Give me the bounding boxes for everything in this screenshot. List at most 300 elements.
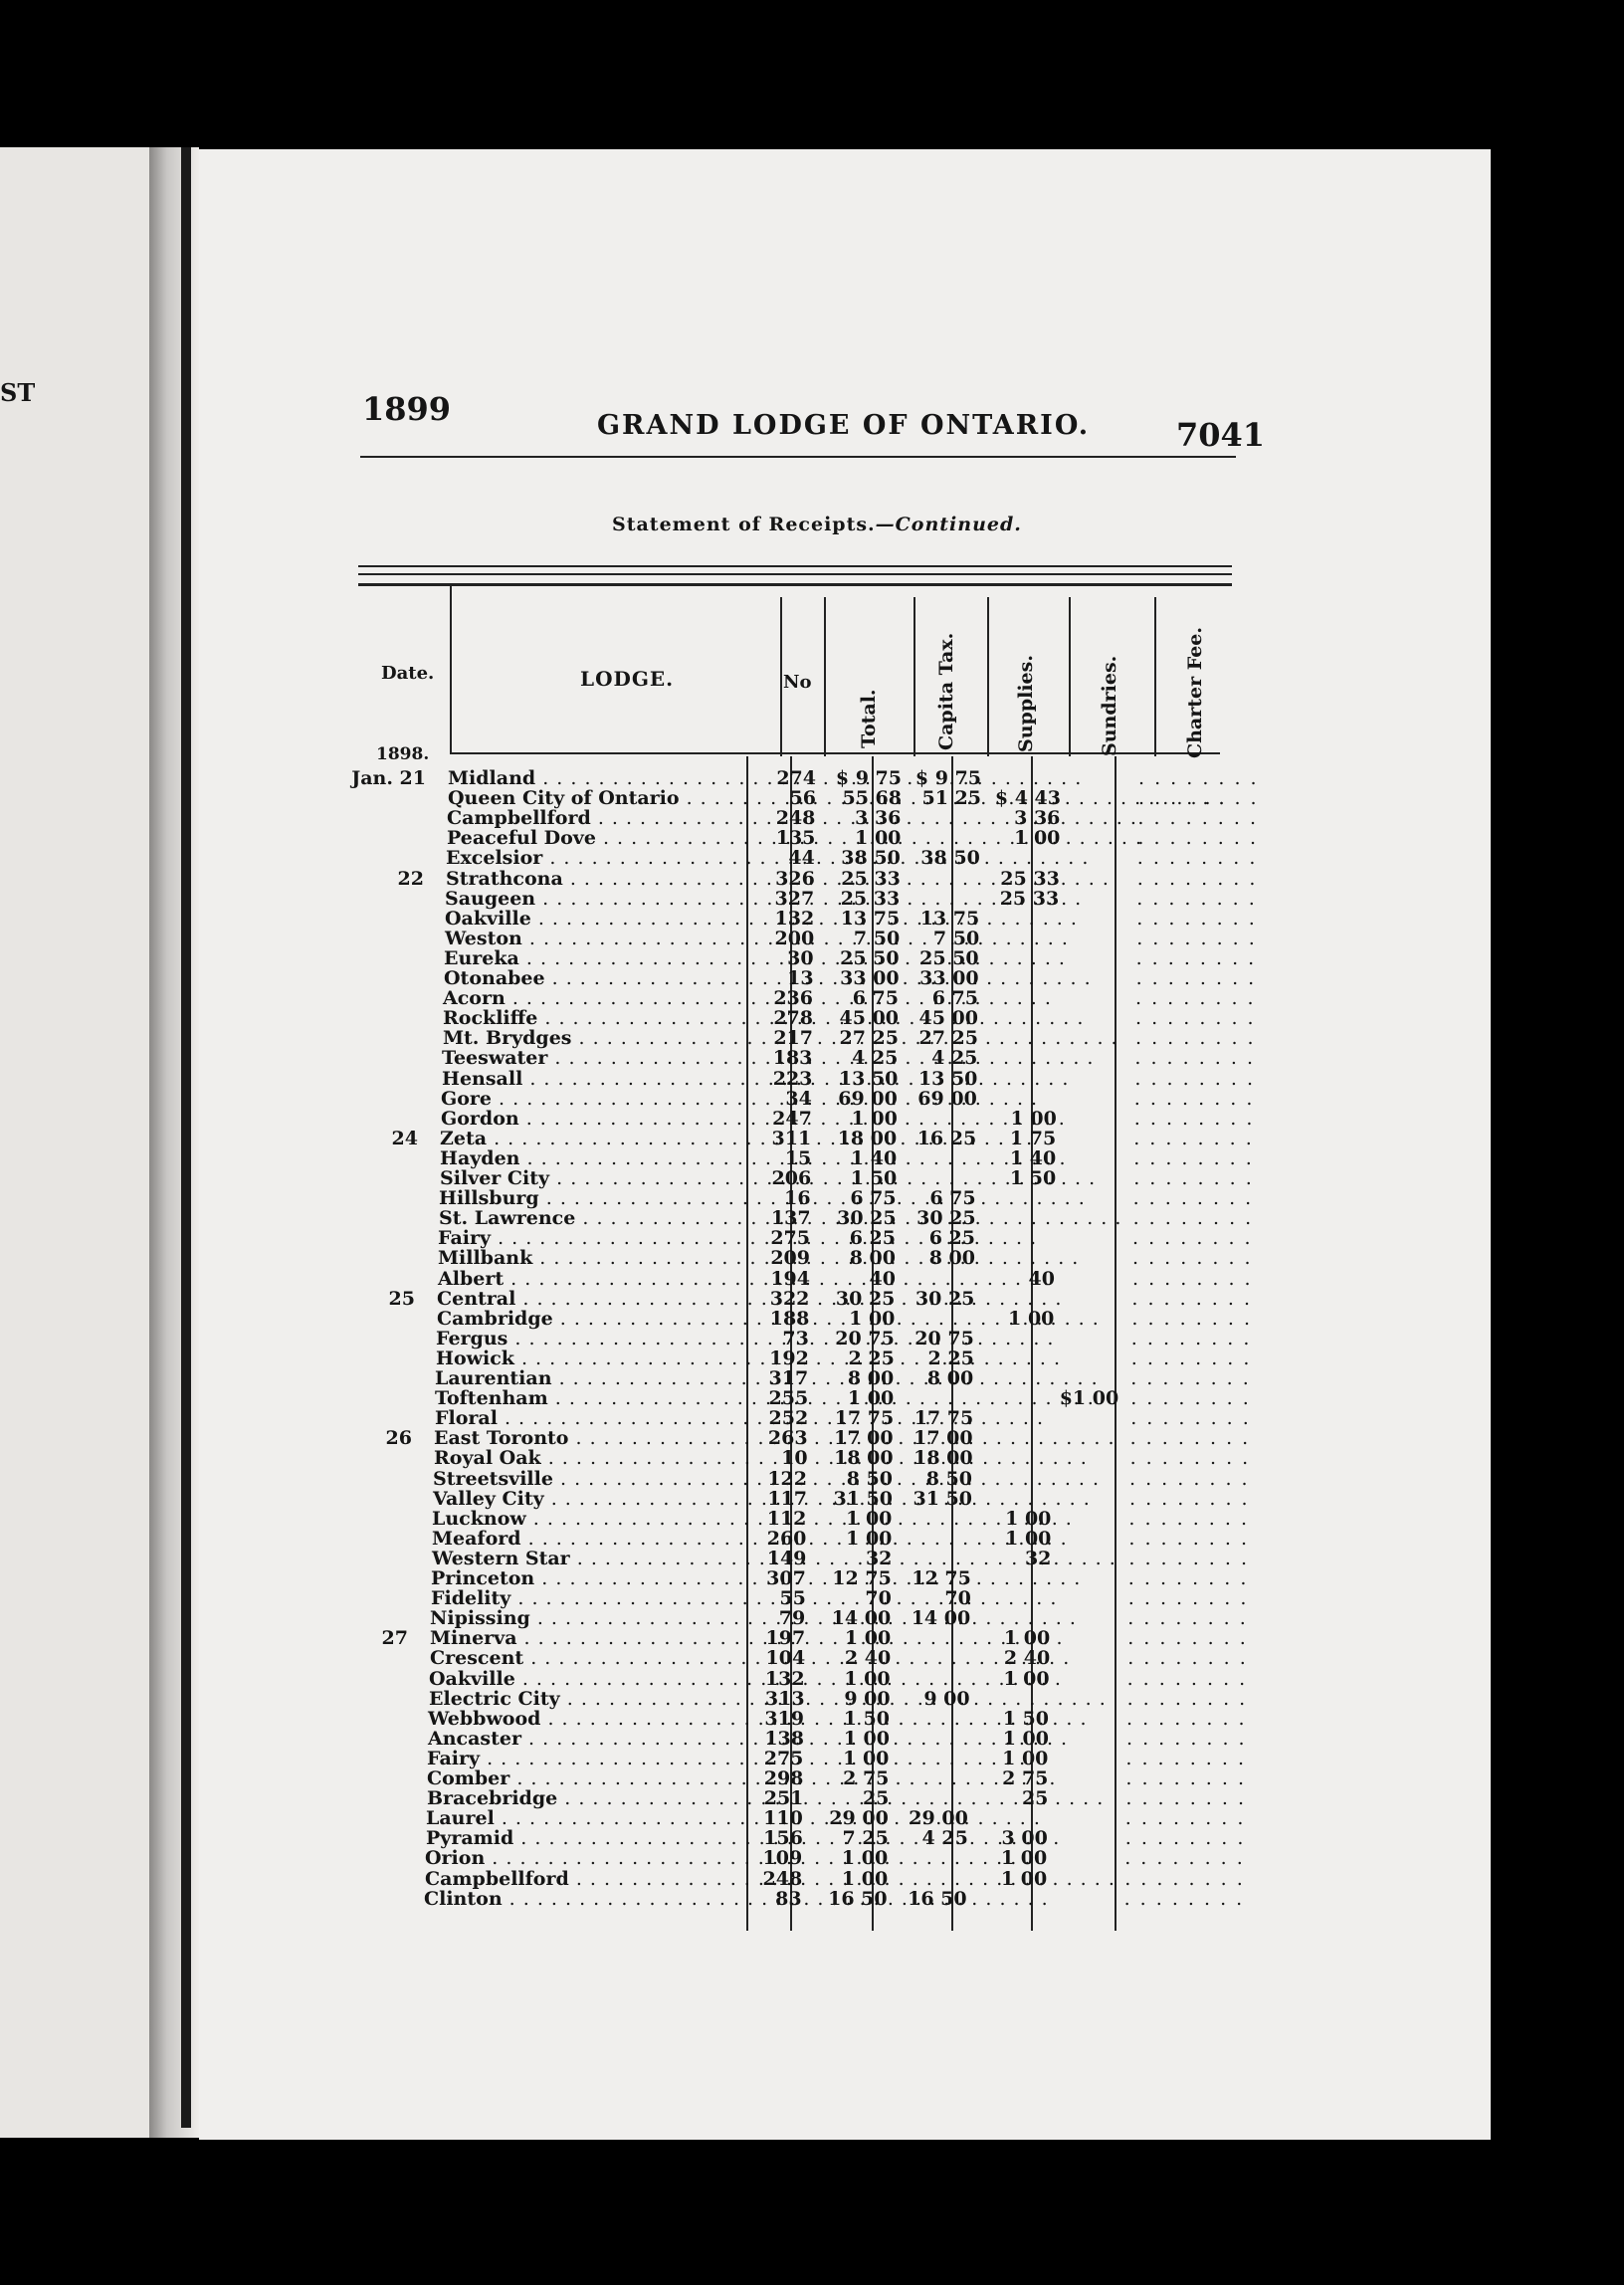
- table-row: [0, 1368, 1624, 1388]
- row-no: 56: [789, 787, 816, 810]
- row-capita: 20 75: [914, 1327, 974, 1350]
- col-divider-total-upper: [914, 597, 915, 756]
- table-row: [0, 1828, 1624, 1848]
- row-total: 1 00: [844, 1627, 892, 1650]
- table-row: [0, 1329, 1624, 1349]
- row-capita: 33 00: [919, 967, 979, 989]
- table-row: [0, 1309, 1624, 1329]
- row-supplies: 1 50: [1009, 1167, 1057, 1189]
- row-total: 7 25: [842, 1827, 889, 1850]
- row-supplies: 1 00: [1014, 827, 1061, 850]
- col-divider-sundries-upper: [1154, 597, 1156, 756]
- column-header-no: No: [783, 672, 812, 693]
- row-capita: 6 25: [928, 1227, 975, 1250]
- table-row: [0, 1689, 1624, 1709]
- row-total: 8 50: [846, 1467, 893, 1490]
- row-lodge: Weston . . .: [445, 929, 763, 948]
- charter-fee-leader-dots: . . . . . . . .: [1123, 1887, 1245, 1910]
- row-total: $ 9 75: [835, 767, 902, 789]
- charter-fee-leader-dots: . . . . . . . .: [1127, 1607, 1248, 1630]
- row-no: 247: [772, 1107, 812, 1130]
- row-no: 132: [764, 1667, 805, 1690]
- row-supplies: 40: [1028, 1267, 1055, 1290]
- row-supplies: 25 33: [1000, 867, 1060, 890]
- row-total: 1 00: [847, 1387, 895, 1410]
- charter-fee-leader-dots: . . . . . . . .: [1136, 887, 1257, 910]
- row-no: 44: [788, 847, 815, 870]
- row-supplies: 25 33: [999, 887, 1060, 910]
- row-capita: 14 00: [911, 1607, 971, 1630]
- table-row: [0, 1269, 1624, 1289]
- table-top-rule-3: [358, 583, 1232, 586]
- header-year: 1899: [362, 390, 452, 428]
- table-row: [0, 1168, 1624, 1188]
- table-row: [0, 1388, 1624, 1408]
- table-row: [0, 948, 1624, 968]
- row-lodge: Laurel . . .: [426, 1808, 744, 1828]
- row-lodge: Cambridge . . .: [437, 1309, 755, 1329]
- row-no: 132: [774, 907, 815, 930]
- row-supplies: 3 36: [1014, 807, 1061, 830]
- charter-fee-leader-dots: . . . . . . . .: [1135, 1027, 1256, 1050]
- charter-fee-leader-dots: . . . . . . . .: [1125, 1787, 1246, 1810]
- row-no: 34: [785, 1087, 812, 1110]
- table-row: [0, 1549, 1624, 1568]
- row-no: 110: [763, 1807, 803, 1830]
- row-no: 317: [768, 1367, 809, 1389]
- row-no: 326: [775, 867, 815, 890]
- table-row: [0, 1028, 1624, 1048]
- row-lodge: Albert . . .: [438, 1269, 756, 1289]
- row-supplies: 3 00: [1001, 1827, 1048, 1850]
- row-total: 8 00: [849, 1247, 896, 1270]
- col-divider-lodge-upper: [780, 597, 782, 756]
- row-lodge: Teeswater . . .: [442, 1048, 760, 1068]
- row-total: 1 00: [841, 1847, 889, 1870]
- col-divider-date: [450, 585, 452, 754]
- row-lodge: Bracebridge . . .: [427, 1788, 745, 1808]
- charter-fee-leader-dots: . . . . . . . .: [1127, 1627, 1248, 1650]
- row-capita: 27 25: [918, 1027, 978, 1050]
- row-date: Jan. 21: [351, 767, 426, 789]
- row-no: 274: [776, 767, 816, 789]
- row-capita: 30 25: [914, 1287, 975, 1310]
- table-row: [0, 1749, 1624, 1768]
- row-no: 248: [762, 1867, 803, 1890]
- row-supplies: 1 40: [1009, 1146, 1057, 1169]
- row-total: 69 00: [838, 1087, 898, 1110]
- row-supplies: 1 00: [1002, 1727, 1049, 1750]
- table-row: [0, 808, 1624, 828]
- row-supplies: 2 40: [1003, 1647, 1051, 1670]
- row-lodge: Orion . . .: [425, 1848, 743, 1868]
- row-no: 55: [779, 1587, 806, 1610]
- charter-fee-leader-dots: . . . . . . . .: [1132, 1207, 1254, 1230]
- table-row: [0, 1289, 1624, 1309]
- row-lodge: Queen City of Ontario . . .: [448, 788, 766, 808]
- row-no: 156: [763, 1827, 803, 1850]
- row-total: 32: [865, 1547, 893, 1569]
- row-lodge: Royal Oak . . .: [434, 1448, 752, 1468]
- row-total: 1 00: [851, 1107, 898, 1130]
- charter-fee-leader-dots: . . . . . . . .: [1134, 1067, 1255, 1090]
- row-no: 313: [764, 1687, 805, 1710]
- statement-title-main: Statement of Receipts.: [612, 514, 876, 535]
- row-total: 27 25: [839, 1027, 899, 1050]
- column-header-capita: Capita Tax.: [935, 632, 957, 750]
- row-no: 217: [773, 1027, 813, 1050]
- table-row: [0, 889, 1624, 909]
- row-lodge: Howick . . .: [436, 1349, 754, 1368]
- charter-fee-leader-dots: . . . . . . . .: [1125, 1767, 1246, 1789]
- row-no: 197: [765, 1627, 806, 1650]
- row-total: 1 00: [843, 1747, 890, 1769]
- row-lodge: Peaceful Dove . . .: [447, 828, 765, 848]
- row-lodge: Hillsburg . . .: [439, 1188, 757, 1208]
- charter-fee-leader-dots: . . . . . . . .: [1135, 1007, 1256, 1030]
- row-supplies: 1 00: [1005, 1527, 1052, 1550]
- row-no: 263: [767, 1427, 808, 1450]
- row-no: 117: [767, 1487, 807, 1510]
- charter-fee-leader-dots: . . . . . . . .: [1129, 1447, 1251, 1470]
- charter-fee-leader-dots: . . . . . . . .: [1126, 1727, 1247, 1750]
- row-total: 3 36: [855, 807, 902, 830]
- row-capita: 51 25: [921, 787, 981, 810]
- table-row: [0, 1148, 1624, 1168]
- row-lodge: Central . . .: [437, 1289, 755, 1309]
- row-capita: 38 50: [920, 847, 980, 870]
- row-supplies: 1 00: [1008, 1307, 1055, 1330]
- row-no: 109: [762, 1847, 803, 1870]
- column-header-supplies: Supplies.: [1015, 655, 1037, 752]
- row-no: 200: [774, 927, 815, 949]
- table-row: [0, 1109, 1624, 1129]
- row-capita: 30 25: [916, 1207, 976, 1230]
- row-total: 29 00: [829, 1807, 889, 1830]
- row-total: 1 00: [855, 827, 902, 850]
- row-capita: $ 9 75: [914, 767, 981, 789]
- column-header-sundries: Sundries.: [1099, 655, 1120, 756]
- row-no: 248: [775, 807, 816, 830]
- row-total: 17 75: [834, 1407, 895, 1430]
- row-capita: 18 00: [914, 1447, 973, 1470]
- charter-fee-leader-dots: . . . . . . . .: [1131, 1287, 1252, 1310]
- row-total: 20 75: [835, 1327, 895, 1350]
- row-lodge: Strathcona . . .: [446, 869, 764, 889]
- column-header-charter: Charter Fee.: [1184, 627, 1206, 758]
- table-row: [0, 968, 1624, 988]
- row-no: 275: [770, 1227, 810, 1250]
- row-lodge: Nipissing . . .: [430, 1608, 748, 1628]
- row-total: 45 00: [839, 1007, 899, 1030]
- row-capita: 70: [944, 1587, 971, 1610]
- table-row: [0, 1129, 1624, 1148]
- row-total: 1 40: [850, 1146, 898, 1169]
- row-total: 9 00: [844, 1687, 891, 1710]
- charter-fee-leader-dots: . . . . . . . .: [1129, 1427, 1251, 1450]
- row-lodge: Midland . . .: [448, 768, 766, 788]
- row-no: 135: [775, 827, 816, 850]
- row-capita: 2 25: [927, 1347, 974, 1369]
- table-row: [0, 1669, 1624, 1689]
- row-total: 25: [862, 1787, 890, 1810]
- row-total: 1 50: [843, 1707, 890, 1730]
- row-total: 1 00: [846, 1507, 893, 1530]
- row-supplies: 1 00: [1003, 1667, 1050, 1690]
- charter-fee-leader-dots: . . . . . . . .: [1127, 1567, 1249, 1589]
- row-lodge: Fairy . . .: [427, 1749, 745, 1768]
- row-total: 1 00: [843, 1727, 890, 1750]
- row-capita: 8 00: [926, 1367, 974, 1389]
- row-total: 31 50: [833, 1487, 893, 1510]
- header-page-number: 7041: [1176, 416, 1266, 454]
- charter-fee-leader-dots: . . . . . . . .: [1135, 946, 1257, 969]
- row-no: 16: [784, 1187, 811, 1210]
- row-no: 251: [763, 1787, 804, 1810]
- row-no: 192: [769, 1347, 809, 1369]
- row-date: 27: [381, 1627, 408, 1650]
- row-total: 6 75: [850, 1187, 897, 1210]
- row-no: 209: [770, 1247, 810, 1270]
- charter-fee-leader-dots: . . . . . . . .: [1137, 807, 1258, 830]
- row-capita: 7 50: [932, 927, 980, 949]
- row-total: 70: [865, 1587, 892, 1610]
- row-supplies: 1 00: [1005, 1507, 1052, 1530]
- charter-fee-leader-dots: . . . . . . . .: [1130, 1327, 1252, 1350]
- charter-fee-leader-dots: . . . . . . . .: [1128, 1507, 1249, 1530]
- charter-fee-leader-dots: . . . . . . . .: [1130, 1387, 1251, 1410]
- row-total: 8 00: [847, 1367, 895, 1389]
- table-row: [0, 1648, 1624, 1668]
- row-total: 6 25: [849, 1227, 896, 1250]
- row-capita: 8 50: [925, 1467, 972, 1490]
- row-lodge: Zeta . . .: [440, 1129, 758, 1148]
- table-row: [0, 1248, 1624, 1268]
- charter-fee-leader-dots: . . . . . . . .: [1133, 1127, 1254, 1149]
- charter-fee-leader-dots: . . . . . . . .: [1132, 1247, 1253, 1270]
- row-no: 311: [771, 1127, 812, 1149]
- table-row: [0, 1048, 1624, 1068]
- row-total: 1 00: [846, 1527, 893, 1550]
- table-row: [0, 1608, 1624, 1628]
- table-row: [0, 1588, 1624, 1608]
- table-row: [0, 1628, 1624, 1648]
- row-total: 33 00: [840, 967, 900, 989]
- row-no: 112: [766, 1507, 807, 1530]
- statement-title-continued: —Continued.: [875, 514, 1022, 535]
- table-row: [0, 1768, 1624, 1788]
- row-lodge: Hensall . . .: [442, 1069, 760, 1089]
- table-row: [0, 869, 1624, 889]
- row-capita: 6 75: [931, 987, 978, 1010]
- row-no: 73: [782, 1327, 809, 1350]
- charter-fee-leader-dots: . . . . . . . .: [1138, 787, 1259, 810]
- charter-fee-leader-dots: . . . . . . . .: [1136, 907, 1257, 930]
- row-lodge: Toftenham . . .: [435, 1388, 753, 1408]
- charter-fee-leader-dots: . . . . . . . .: [1124, 1807, 1246, 1830]
- table-row: [0, 1889, 1624, 1909]
- row-lodge: Lucknow . . .: [432, 1509, 750, 1529]
- table-top-rule-2: [358, 573, 1232, 575]
- row-supplies: 1 00: [1000, 1847, 1048, 1870]
- charter-fee-leader-dots: . . . . . . . .: [1133, 1107, 1255, 1130]
- row-lodge: Pyramid . . .: [426, 1828, 744, 1848]
- row-lodge: Webbwood . . .: [428, 1709, 746, 1729]
- row-no: 275: [763, 1747, 804, 1769]
- row-total: 30 25: [835, 1287, 896, 1310]
- row-lodge: Floral . . .: [435, 1408, 753, 1428]
- row-lodge: Eureka . . .: [444, 948, 762, 968]
- charter-fee-leader-dots: . . . . . . . .: [1124, 1827, 1246, 1850]
- left-page-fragment: ST: [0, 378, 36, 407]
- row-lodge: Gore . . .: [441, 1089, 759, 1109]
- table-row: [0, 1509, 1624, 1529]
- row-capita: 12 75: [912, 1567, 971, 1589]
- row-no: 83: [775, 1887, 802, 1910]
- row-no: 322: [769, 1287, 810, 1310]
- row-total: 2 75: [843, 1767, 890, 1789]
- row-lodge: Otonabee . . .: [444, 968, 762, 988]
- row-no: 104: [765, 1647, 806, 1670]
- table-row: [0, 848, 1624, 868]
- table-row: [0, 828, 1624, 848]
- charter-fee-leader-dots: . . . . . . . .: [1129, 1487, 1250, 1510]
- row-lodge: Electric City . . .: [429, 1689, 747, 1709]
- row-capita: 9 00: [923, 1687, 970, 1710]
- row-total: 7 50: [853, 927, 901, 949]
- charter-fee-leader-dots: . . . . . . . .: [1128, 1527, 1249, 1550]
- row-lodge: Oakville . . .: [429, 1669, 747, 1689]
- charter-fee-leader-dots: . . . . . . . .: [1131, 1307, 1252, 1330]
- row-no: 255: [768, 1387, 809, 1410]
- row-lodge: Fidelity . . .: [431, 1588, 749, 1608]
- row-capita: 4 25: [921, 1827, 968, 1850]
- row-supplies: 1 75: [1009, 1127, 1057, 1149]
- table-row: [0, 1568, 1624, 1588]
- row-capita: 16 25: [916, 1127, 977, 1149]
- row-total: 14 00: [831, 1607, 892, 1630]
- table-row: [0, 1008, 1624, 1028]
- row-date: 26: [385, 1427, 412, 1450]
- row-total: 25 33: [841, 867, 901, 890]
- table-row: [0, 1788, 1624, 1808]
- table-row: [0, 1709, 1624, 1729]
- row-total: 18 00: [837, 1127, 898, 1149]
- row-no: 194: [770, 1267, 810, 1290]
- row-lodge: Hayden . . .: [440, 1148, 758, 1168]
- row-lodge: East Toronto . . .: [434, 1428, 752, 1448]
- row-no: 319: [764, 1707, 804, 1730]
- row-no: 252: [768, 1407, 809, 1430]
- table-row: [0, 1228, 1624, 1248]
- row-supplies: 1 50: [1002, 1707, 1049, 1730]
- charter-fee-leader-dots: . . . . . . . .: [1133, 1146, 1254, 1169]
- charter-fee-leader-dots: . . . . . . . .: [1125, 1747, 1246, 1769]
- row-total: 1 00: [849, 1307, 896, 1330]
- charter-fee-leader-dots: . . . . . . . .: [1124, 1867, 1245, 1890]
- column-header-date: Date.: [381, 663, 435, 684]
- table-row: [0, 929, 1624, 948]
- row-no: 298: [763, 1767, 804, 1789]
- row-no: 138: [764, 1727, 804, 1750]
- row-capita: 25 50: [919, 946, 979, 969]
- row-total: 55 68: [842, 787, 902, 810]
- row-no: 278: [773, 1007, 813, 1030]
- row-capita: 17 00: [914, 1427, 973, 1450]
- row-lodge: Oakville . . .: [445, 909, 763, 929]
- row-capita: 13 75: [919, 907, 980, 930]
- charter-fee-leader-dots: . . . . . . . .: [1136, 927, 1257, 949]
- row-no: 10: [781, 1447, 808, 1470]
- charter-fee-leader-dots: . . . . . . . .: [1135, 967, 1257, 989]
- charter-fee-leader-dots: . . . . . . . .: [1136, 847, 1258, 870]
- row-supplies: 1 00: [1003, 1627, 1051, 1650]
- row-lodge: Minerva . . .: [430, 1628, 748, 1648]
- row-lodge: Gordon . . .: [441, 1109, 759, 1129]
- charter-fee-leader-dots: . . . . . . . .: [1136, 867, 1258, 890]
- charter-fee-leader-dots: . . . . . . . .: [1132, 1227, 1253, 1250]
- charter-fee-leader-dots: . . . . . . . .: [1130, 1367, 1251, 1389]
- row-no: 327: [774, 887, 815, 910]
- row-lodge: Campbellford . . .: [425, 1869, 743, 1889]
- row-total: 16 50: [828, 1887, 888, 1910]
- row-lodge: Princeton . . .: [431, 1568, 749, 1588]
- charter-fee-leader-dots: . . . . . . . .: [1124, 1847, 1245, 1870]
- row-total: 2 25: [848, 1347, 895, 1369]
- col-divider-no-upper: [824, 597, 826, 756]
- column-header-total: Total.: [858, 689, 880, 748]
- row-supplies: 1 00: [1010, 1107, 1057, 1130]
- charter-fee-leader-dots: . . . . . . . .: [1127, 1587, 1249, 1610]
- row-lodge: Meaford . . .: [432, 1529, 750, 1549]
- table-row: [0, 1529, 1624, 1549]
- row-lodge: St. Lawrence . . .: [439, 1208, 757, 1228]
- row-total: 1 00: [844, 1667, 891, 1690]
- row-capita: 16 50: [908, 1887, 967, 1910]
- row-total: 1 50: [850, 1167, 898, 1189]
- row-capita: 29 00: [909, 1807, 968, 1830]
- row-no: 260: [766, 1527, 807, 1550]
- table-row: [0, 1408, 1624, 1428]
- row-no: 122: [767, 1467, 807, 1490]
- row-lodge: Fairy . . .: [438, 1228, 756, 1248]
- header-title: GRAND LODGE OF ONTARIO.: [597, 410, 1091, 441]
- row-no: 79: [778, 1607, 806, 1630]
- table-row: [0, 988, 1624, 1008]
- charter-fee-leader-dots: . . . . . . . .: [1126, 1687, 1248, 1710]
- row-total: 1 00: [841, 1867, 889, 1890]
- row-supplies: $ 4 43: [994, 787, 1061, 810]
- col-divider-capita-upper: [987, 597, 989, 756]
- charter-fee-leader-dots: . . . . . . . .: [1135, 987, 1256, 1010]
- row-supplies: 32: [1024, 1547, 1052, 1569]
- table-row: [0, 768, 1624, 788]
- row-lodge: Valley City . . .: [433, 1489, 751, 1509]
- row-lodge: Comber . . .: [427, 1768, 745, 1788]
- row-total: 17 00: [834, 1427, 894, 1450]
- row-lodge: Acorn . . .: [443, 988, 761, 1008]
- row-lodge: Saugeen . . .: [445, 889, 763, 909]
- row-lodge: Millbank . . .: [438, 1248, 756, 1268]
- table-row: [0, 1808, 1624, 1828]
- charter-fee-leader-dots: . . . . . . . .: [1130, 1407, 1251, 1430]
- row-lodge: Ancaster . . .: [428, 1729, 746, 1749]
- table-year: 1898.: [376, 744, 430, 764]
- table-row: [0, 1089, 1624, 1109]
- row-total: 12 75: [832, 1567, 892, 1589]
- row-no: 188: [769, 1307, 810, 1330]
- row-lodge: Silver City . . .: [440, 1168, 758, 1188]
